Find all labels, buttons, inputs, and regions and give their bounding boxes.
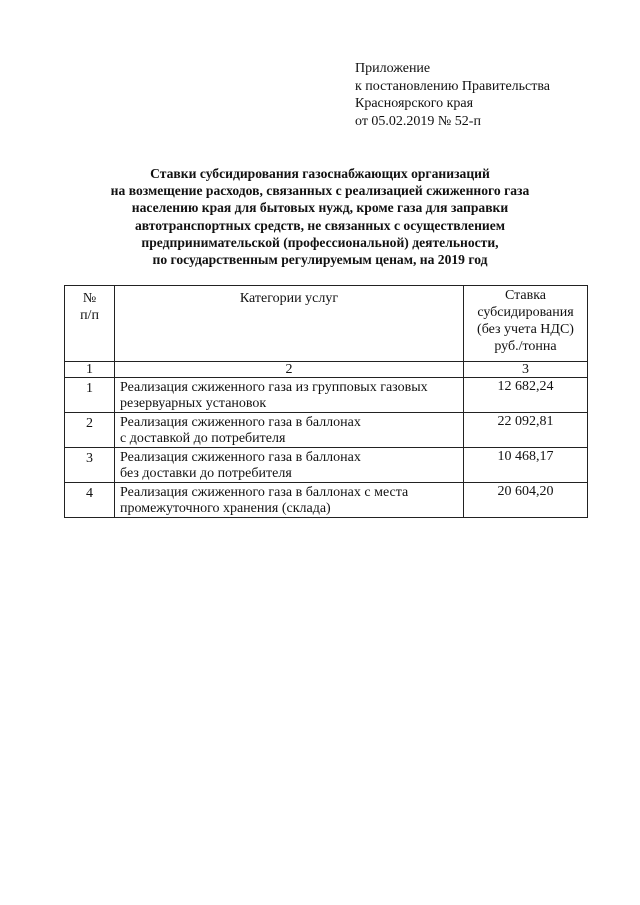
column-index-row (65, 362, 588, 378)
header-rate-unit: руб./тонна (494, 339, 557, 354)
row-category (115, 448, 464, 483)
row-rate: 12 682,24 (464, 378, 588, 413)
row-category (115, 413, 464, 448)
column-index: 1 (65, 362, 115, 378)
table-row (65, 378, 588, 413)
row-number: 2 (65, 413, 115, 448)
row-rate: 10 468,17 (464, 448, 588, 483)
table-row (65, 413, 588, 448)
title-line: на возмещение расходов, связанных с реализацией сжиженного газа (110, 183, 530, 199)
header-rate-line: (без учета НДС) (477, 322, 574, 337)
header-rate-line: субсидирования (477, 305, 574, 320)
appendix-date-line: от 05.02.2019 № 52-п (355, 113, 481, 129)
header-rate (464, 286, 588, 362)
title-line: населению края для бытовых нужд, кроме газа для заправки (131, 200, 509, 216)
table-row (65, 448, 588, 483)
subsidy-rates-table (64, 285, 588, 518)
row-category-line: Реализация сжиженного газа в баллонах (120, 450, 361, 465)
header-number-symbol: № (82, 291, 97, 306)
document-title (60, 165, 580, 268)
column-index: 3 (464, 362, 588, 378)
row-category-line: Реализация сжиженного газа в баллонах (120, 415, 361, 430)
row-category-line: Реализация сжиженного газа из групповых газовых (120, 380, 428, 395)
table-header-row (65, 286, 588, 362)
header-number (65, 286, 115, 362)
header-category: Категории услуг (115, 286, 464, 362)
row-category-line: без доставки до потребителя (120, 466, 292, 481)
appendix-line: к постановлению Правительства (355, 78, 551, 94)
row-category-line: Реализация сжиженного газа в баллонах с места (120, 485, 409, 500)
row-rate: 20 604,20 (464, 483, 588, 518)
title-line: Ставки субсидирования газоснабжающих организаций (150, 166, 490, 181)
table-row (65, 483, 588, 518)
title-line: по государственным регулируемым ценам, на 2019 год (152, 252, 488, 268)
row-category (115, 378, 464, 413)
header-rate-line: Ставка (504, 288, 547, 303)
header-number-abbr: п/п (80, 308, 99, 323)
appendix-note (355, 60, 550, 130)
appendix-line: Красноярского края (355, 96, 474, 111)
row-rate: 22 092,81 (464, 413, 588, 448)
row-number: 3 (65, 448, 115, 483)
row-number: 4 (65, 483, 115, 518)
title-line: автотранспортных средств, не связанных с осуществлением (134, 217, 506, 233)
row-category-line: промежуточного хранения (склада) (120, 501, 331, 516)
appendix-line: Приложение (355, 61, 431, 76)
row-category-line: резервуарных установок (120, 396, 267, 411)
row-category-line: с доставкой до потребителя (120, 431, 286, 446)
column-index: 2 (115, 362, 464, 378)
row-category (115, 483, 464, 518)
title-line: предпринимательской (профессиональной) деятельности, (141, 234, 499, 250)
row-number: 1 (65, 378, 115, 413)
